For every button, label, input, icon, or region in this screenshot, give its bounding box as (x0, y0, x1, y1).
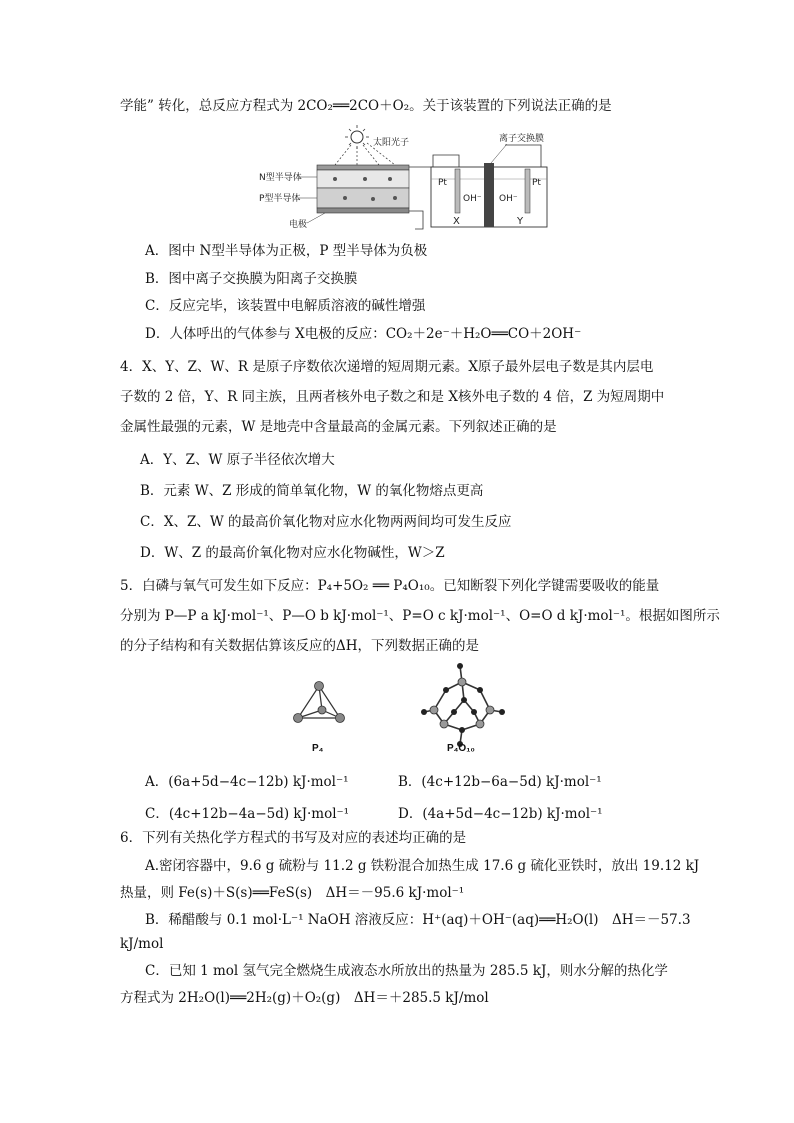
q5-stem-line-2: 分别为 P—P a kJ·mol⁻¹、P—O b kJ·mol⁻¹、P=O c kJ·mol⁻¹、O=O d kJ·mol⁻¹。根据如图所示 (120, 608, 720, 624)
sun-label: 太阳光子 (373, 138, 410, 148)
q4-stem-line-1: 4．X、Y、Z、W、R 是原子序数依次递增的短周期元素。X原子最外层电子数是其内层电 (120, 359, 654, 375)
pt-right-label: Pt (532, 178, 541, 188)
oh-right-label: OH⁻ (499, 194, 518, 204)
n-type-label: N型半导体 (259, 173, 302, 183)
q3-option-b: B．图中离子交换膜为阳离子交换膜 (145, 271, 358, 287)
q3-option-a: A．图中 N型半导体为正极，P 型半导体为负极 (145, 243, 428, 259)
q4-option-a: A．Y、Z、W 原子半径依次增大 (140, 452, 335, 468)
q4-stem-line-2: 子数的 2 倍，Y、R 同主族，且两者核外电子数之和是 X核外电子数的 4 倍，Z 为短周期中 (120, 389, 665, 405)
q3-option-d: D．人体呼出的气体参与 X电极的反应：CO₂＋2e⁻＋H₂O══CO＋2OH⁻ (145, 326, 582, 342)
y-electrode-label: Y (517, 216, 524, 227)
q5-option-c: C．(4c+12b−4a−5d) kJ·mol⁻¹ (145, 806, 350, 822)
q3-intro: 学能” 转化，总反应方程式为 2CO₂══2CO＋O₂。关于该装置的下列说法正确的是 (120, 98, 612, 114)
q6-option-c-line-1: C．已知 1 mol 氢气完全燃烧生成液态水所放出的热量为 285.5 kJ，则水分解的热化学 (145, 963, 668, 979)
p-type-label: P型半导体 (259, 194, 301, 204)
membrane-label: 离子交换膜 (499, 134, 545, 144)
pt-left-label: Pt (438, 178, 447, 188)
q4-option-d: D．W、Z 的最高价氧化物对应水化物碱性，W＞Z (140, 545, 445, 561)
q6-stem: 6．下列有关热化学方程式的书写及对应的表述均正确的是 (120, 830, 467, 846)
p4-caption: P₄ (312, 743, 324, 754)
q5-stem-line-1: 5．白磷与氧气可发生如下反应：P₄+5O₂ ══ P₄O₁₀。已知断裂下列化学键需要吸收的能量 (120, 578, 660, 594)
p4-molecule-figure (290, 678, 350, 733)
x-electrode-label: X (453, 216, 460, 227)
electrode-label: 电极 (289, 220, 308, 230)
q5-option-b: B．(4c+12b−6a−5d) kJ·mol⁻¹ (398, 774, 602, 790)
q4-option-b: B．元素 W、Z 形成的简单氧化物，W 的氧化物熔点更高 (140, 483, 484, 499)
q5-stem-line-3: 的分子结构和有关数据估算该反应的ΔH，下列数据正确的是 (120, 638, 480, 654)
q6-option-a-line-2: 热量，则 Fe(s)＋S(s)══FeS(s) ΔH＝－95.6 kJ·mol⁻¹ (120, 885, 465, 901)
q6-option-a-line-1: A.密闭容器中，9.6 g 硫粉与 11.2 g 铁粉混合加热生成 17.6 g 硫化亚铁时，放出 19.12 kJ (145, 858, 700, 874)
sun-icon (345, 125, 369, 149)
q6-option-c-line-2: 方程式为 2H₂O(l)══2H₂(g)＋O₂(g) ΔH＝＋285.5 kJ/mol (120, 990, 489, 1006)
q3-device-figure (255, 123, 555, 235)
q5-option-a: A．(6a+5d−4c−12b) kJ·mol⁻¹ (145, 774, 349, 790)
q6-option-b-line-1: B．稀醋酸与 0.1 mol·L⁻¹ NaOH 溶液反应：H⁺(aq)＋OH⁻(aq)══H₂O(l) ΔH＝－57.3 (145, 912, 691, 928)
oh-left-label: OH⁻ (463, 194, 482, 204)
q6-option-b-line-2: kJ/mol (120, 936, 164, 952)
q4-option-c: C．X、Z、W 的最高价氧化物对应水化物两两间均可发生反应 (140, 514, 512, 530)
p4o10-caption: P₄O₁₀ (447, 743, 475, 754)
p4o10-molecule-figure (420, 660, 510, 750)
q3-option-c: C．反应完毕，该装置中电解质溶液的碱性增强 (145, 298, 426, 314)
q4-stem-line-3: 金属性最强的元素，W 是地壳中含量最高的金属元素。下列叙述正确的是 (120, 419, 557, 435)
q5-option-d: D．(4a+5d−4c−12b) kJ·mol⁻¹ (398, 806, 603, 822)
